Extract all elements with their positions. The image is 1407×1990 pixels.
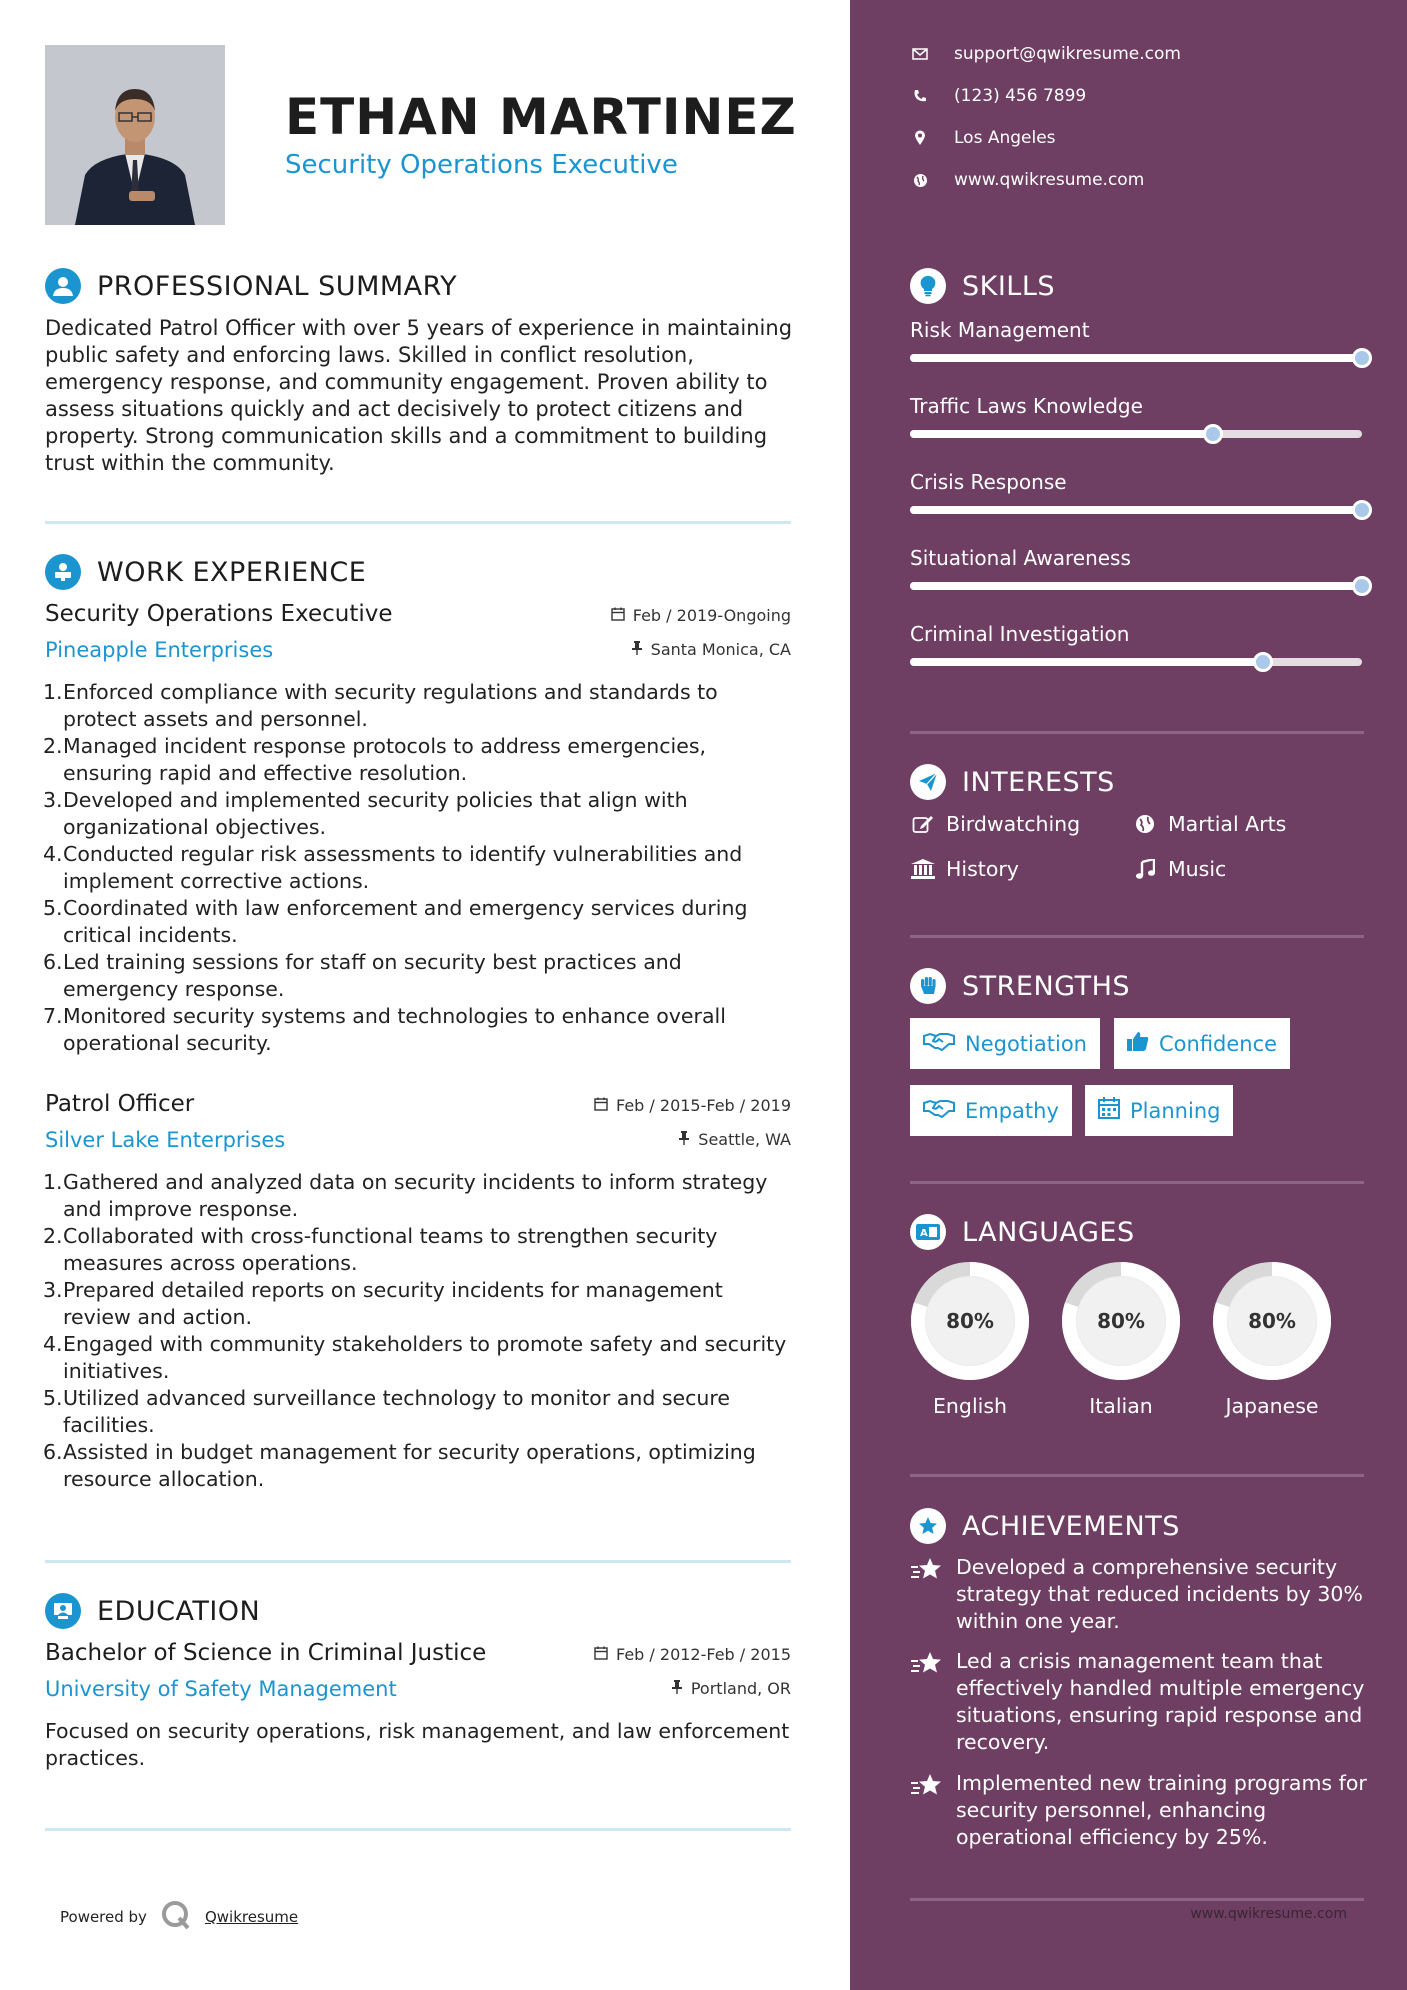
job-entry bbox=[45, 601, 791, 1061]
language-name: Japanese bbox=[1225, 1394, 1319, 1418]
achievement-item bbox=[910, 1770, 1370, 1851]
job-responsibilities bbox=[45, 679, 791, 1057]
phone-icon bbox=[910, 89, 930, 103]
email-text[interactable]: support@qwikresume.com bbox=[954, 44, 1181, 64]
workstation-icon bbox=[45, 554, 81, 590]
interest-item bbox=[910, 857, 1019, 881]
language-name: Italian bbox=[1089, 1394, 1153, 1418]
interest-item bbox=[1132, 812, 1286, 836]
strength-label: Negotiation bbox=[965, 1031, 1087, 1056]
skill-bar-knob bbox=[1253, 652, 1273, 672]
candidate-name: ETHAN MARTINEZ bbox=[285, 88, 797, 146]
job-date-text: Feb / 2019-Ongoing bbox=[632, 606, 791, 625]
contact-phone bbox=[910, 86, 1086, 106]
phone-text: (123) 456 7899 bbox=[954, 86, 1087, 106]
powered-by bbox=[60, 1900, 298, 1934]
job-date bbox=[611, 606, 791, 625]
job-responsibilities bbox=[45, 1169, 791, 1493]
pin-icon bbox=[671, 1679, 683, 1698]
skill-bar bbox=[910, 430, 1362, 438]
lightbulb-icon bbox=[910, 268, 946, 304]
list-item: 6. Assisted in budget management for security operations, optimizing resource allocation. bbox=[43, 1440, 756, 1491]
language-percent: 80% bbox=[1248, 1309, 1296, 1333]
divider bbox=[910, 1181, 1364, 1184]
pin-icon bbox=[631, 640, 643, 659]
languages-title: LANGUAGES bbox=[962, 1216, 1135, 1248]
language-item bbox=[1211, 1260, 1333, 1418]
contact-website bbox=[910, 170, 1144, 190]
skill-bar-knob bbox=[1352, 348, 1372, 368]
skill-item bbox=[910, 470, 1364, 520]
education-description: Focused on security operations, risk management, and law enforcement practices. bbox=[45, 1719, 790, 1770]
contact-email bbox=[910, 44, 1181, 64]
education-title: EDUCATION bbox=[97, 1595, 261, 1627]
divider bbox=[910, 1474, 1364, 1477]
strength-chip bbox=[910, 1085, 1072, 1136]
divider bbox=[45, 1560, 791, 1563]
fist-icon bbox=[910, 968, 946, 1004]
language-percent: 80% bbox=[1097, 1309, 1145, 1333]
achievements-title: ACHIEVEMENTS bbox=[962, 1510, 1180, 1542]
strength-chip bbox=[1114, 1018, 1290, 1069]
language-name: English bbox=[932, 1394, 1008, 1418]
list-item: 2. Managed incident response protocols to address emergencies, ensuring rapid and effective resolution. bbox=[43, 734, 707, 785]
achievements-heading bbox=[910, 1508, 1180, 1544]
strengths-heading bbox=[910, 968, 1130, 1004]
list-item: 6. Led training sessions for staff on security best practices and emergency response. bbox=[43, 950, 682, 1001]
education-date bbox=[594, 1645, 791, 1664]
calendar-icon bbox=[611, 606, 625, 625]
school-name: University of Safety Management bbox=[45, 1677, 397, 1701]
job-title: Patrol Officer bbox=[45, 1091, 195, 1117]
strength-chip bbox=[1085, 1085, 1233, 1136]
language-progress-ring bbox=[1211, 1260, 1333, 1382]
skill-bar-fill bbox=[910, 658, 1263, 666]
calendar-icon bbox=[594, 1096, 608, 1115]
star-icon bbox=[910, 1650, 946, 1756]
star-badge-icon bbox=[910, 1508, 946, 1544]
skill-bar bbox=[910, 582, 1362, 590]
website-text[interactable]: www.qwikresume.com bbox=[954, 170, 1145, 190]
strength-label: Confidence bbox=[1159, 1031, 1278, 1056]
skill-bar bbox=[910, 658, 1362, 666]
interest-label: Martial Arts bbox=[1168, 812, 1287, 836]
language-progress-ring bbox=[909, 1260, 1031, 1382]
strength-label: Empathy bbox=[965, 1098, 1059, 1123]
summary-text: Dedicated Patrol Officer with over 5 years of experience in maintaining public safety and enforcing laws. Skilled in conflict resolution, emergency response, and community engagement. Proven ability to assess situations quickly and act decisively to protect citizens and property. Strong communication skills and a commitment to building trust within the community. bbox=[45, 316, 793, 475]
achievement-text: Implemented new training programs for security personnel, enhancing operational efficiency by 25%. bbox=[956, 1771, 1367, 1849]
translate-icon bbox=[910, 1214, 946, 1250]
skill-item bbox=[910, 546, 1364, 596]
job-title: Security Operations Executive bbox=[45, 601, 393, 627]
education-date-text: Feb / 2012-Feb / 2015 bbox=[616, 1645, 791, 1664]
divider bbox=[910, 935, 1364, 938]
list-item: 1. Gathered and analyzed data on security incidents to inform strategy and improve response. bbox=[43, 1170, 768, 1221]
summary-title: PROFESSIONAL SUMMARY bbox=[97, 270, 458, 302]
skill-bar-knob bbox=[1352, 500, 1372, 520]
divider bbox=[910, 731, 1364, 734]
job-location bbox=[631, 640, 791, 659]
skill-bar-knob bbox=[1352, 576, 1372, 596]
powered-by-label: Powered by bbox=[60, 1908, 147, 1926]
skill-name: Criminal Investigation bbox=[910, 622, 1130, 646]
interest-item bbox=[910, 812, 1080, 836]
job-date-text: Feb / 2015-Feb / 2019 bbox=[616, 1096, 791, 1115]
interests-title: INTERESTS bbox=[962, 766, 1115, 798]
skill-bar-fill bbox=[910, 506, 1362, 514]
education-location-text: Portland, OR bbox=[690, 1679, 791, 1698]
strengths-title: STRENGTHS bbox=[962, 970, 1131, 1002]
language-percent: 80% bbox=[946, 1309, 994, 1333]
music-icon bbox=[1132, 859, 1158, 879]
strength-label: Planning bbox=[1130, 1098, 1221, 1123]
skills-title: SKILLS bbox=[962, 270, 1056, 302]
footer-url[interactable]: www.qwikresume.com bbox=[1190, 1906, 1347, 1922]
list-item: 2. Collaborated with cross-functional teams to strengthen security measures across operations. bbox=[43, 1224, 718, 1275]
divider bbox=[910, 1898, 1364, 1901]
list-item: 7. Monitored security systems and technologies to enhance overall operational security. bbox=[43, 1004, 726, 1055]
profile-photo bbox=[45, 45, 225, 225]
list-item: 3. Prepared detailed reports on security incidents for management review and action. bbox=[43, 1278, 723, 1329]
work-title: WORK EXPERIENCE bbox=[97, 556, 367, 588]
calendar-icon bbox=[594, 1645, 608, 1664]
skill-name: Crisis Response bbox=[910, 470, 1067, 494]
list-item: 5. Utilized advanced surveillance technology to monitor and secure facilities. bbox=[43, 1386, 730, 1437]
list-item: 3. Developed and implemented security policies that align with organizational objectives. bbox=[43, 788, 688, 839]
thumbs-up-icon bbox=[1127, 1031, 1149, 1056]
education-heading bbox=[45, 1593, 260, 1629]
achievement-text: Led a crisis management team that effectively handled multiple emergency situations, ensuring rapid response and recovery. bbox=[956, 1649, 1365, 1754]
degree-title: Bachelor of Science in Criminal Justice bbox=[45, 1640, 487, 1666]
language-item bbox=[909, 1260, 1031, 1418]
qwikresume-link[interactable]: Qwikresume bbox=[204, 1908, 299, 1926]
languages-heading bbox=[910, 1214, 1135, 1250]
skill-bar-fill bbox=[910, 430, 1213, 438]
location-text: Los Angeles bbox=[954, 128, 1056, 148]
achievement-item bbox=[910, 1648, 1370, 1756]
interests-heading bbox=[910, 764, 1115, 800]
language-item bbox=[1060, 1260, 1182, 1418]
interest-item bbox=[1132, 857, 1226, 881]
language-progress-ring bbox=[1060, 1260, 1182, 1382]
skill-item bbox=[910, 318, 1364, 368]
interest-label: History bbox=[946, 857, 1019, 881]
skill-bar-knob bbox=[1203, 424, 1223, 444]
job-location-text: Santa Monica, CA bbox=[650, 640, 791, 659]
museum-icon bbox=[910, 859, 936, 879]
star-icon bbox=[910, 1556, 946, 1635]
handshake-icon bbox=[923, 1031, 955, 1056]
education-location bbox=[671, 1679, 791, 1698]
achievement-item bbox=[910, 1554, 1370, 1635]
edit-icon bbox=[910, 814, 936, 834]
list-item: 5. Coordinated with law enforcement and emergency services during critical incidents. bbox=[43, 896, 748, 947]
qwikresume-logo-icon bbox=[161, 1900, 191, 1934]
skill-name: Traffic Laws Knowledge bbox=[910, 394, 1143, 418]
divider bbox=[45, 1828, 791, 1831]
svg-text:A: A bbox=[920, 1228, 928, 1239]
skill-name: Risk Management bbox=[910, 318, 1090, 342]
list-item: 4. Engaged with community stakeholders to promote safety and security initiatives. bbox=[43, 1332, 787, 1383]
summary-heading bbox=[45, 268, 457, 304]
job-company: Pineapple Enterprises bbox=[45, 638, 274, 662]
work-heading bbox=[45, 554, 366, 590]
paper-plane-icon bbox=[910, 764, 946, 800]
calendar-icon bbox=[1098, 1097, 1120, 1124]
globe-icon bbox=[1132, 814, 1158, 834]
skill-item bbox=[910, 394, 1364, 444]
strength-chip bbox=[910, 1018, 1100, 1069]
contact-location bbox=[910, 128, 1056, 148]
job-company: Silver Lake Enterprises bbox=[45, 1128, 286, 1152]
user-icon bbox=[45, 268, 81, 304]
job-location bbox=[678, 1130, 791, 1149]
pin-icon bbox=[678, 1130, 690, 1149]
achievement-text: Developed a comprehensive security strategy that reduced incidents by 30% within one year. bbox=[956, 1555, 1363, 1633]
skill-bar bbox=[910, 354, 1362, 362]
handshake-icon bbox=[923, 1098, 955, 1123]
candidate-title: Security Operations Executive bbox=[285, 150, 678, 180]
job-entry bbox=[45, 1091, 791, 1511]
star-icon bbox=[910, 1772, 946, 1851]
skill-item bbox=[910, 622, 1364, 672]
skills-heading bbox=[910, 268, 1055, 304]
skill-name: Situational Awareness bbox=[910, 546, 1131, 570]
map-marker-icon bbox=[910, 130, 930, 146]
globe-icon bbox=[910, 173, 930, 188]
list-item: 1. Enforced compliance with security regulations and standards to protect assets and personnel. bbox=[43, 680, 718, 731]
interest-label: Birdwatching bbox=[946, 812, 1081, 836]
education-entry bbox=[45, 1640, 791, 1780]
interest-label: Music bbox=[1168, 857, 1227, 881]
envelope-icon bbox=[910, 48, 930, 60]
list-item: 4. Conducted regular risk assessments to identify vulnerabilities and implement corrective actions. bbox=[43, 842, 743, 893]
job-location-text: Seattle, WA bbox=[698, 1130, 791, 1149]
skill-bar bbox=[910, 506, 1362, 514]
divider bbox=[45, 521, 791, 524]
skill-bar-fill bbox=[910, 354, 1362, 362]
graduate-icon bbox=[45, 1593, 81, 1629]
job-date bbox=[594, 1096, 791, 1115]
sidebar bbox=[850, 0, 1407, 1990]
skill-bar-fill bbox=[910, 582, 1362, 590]
